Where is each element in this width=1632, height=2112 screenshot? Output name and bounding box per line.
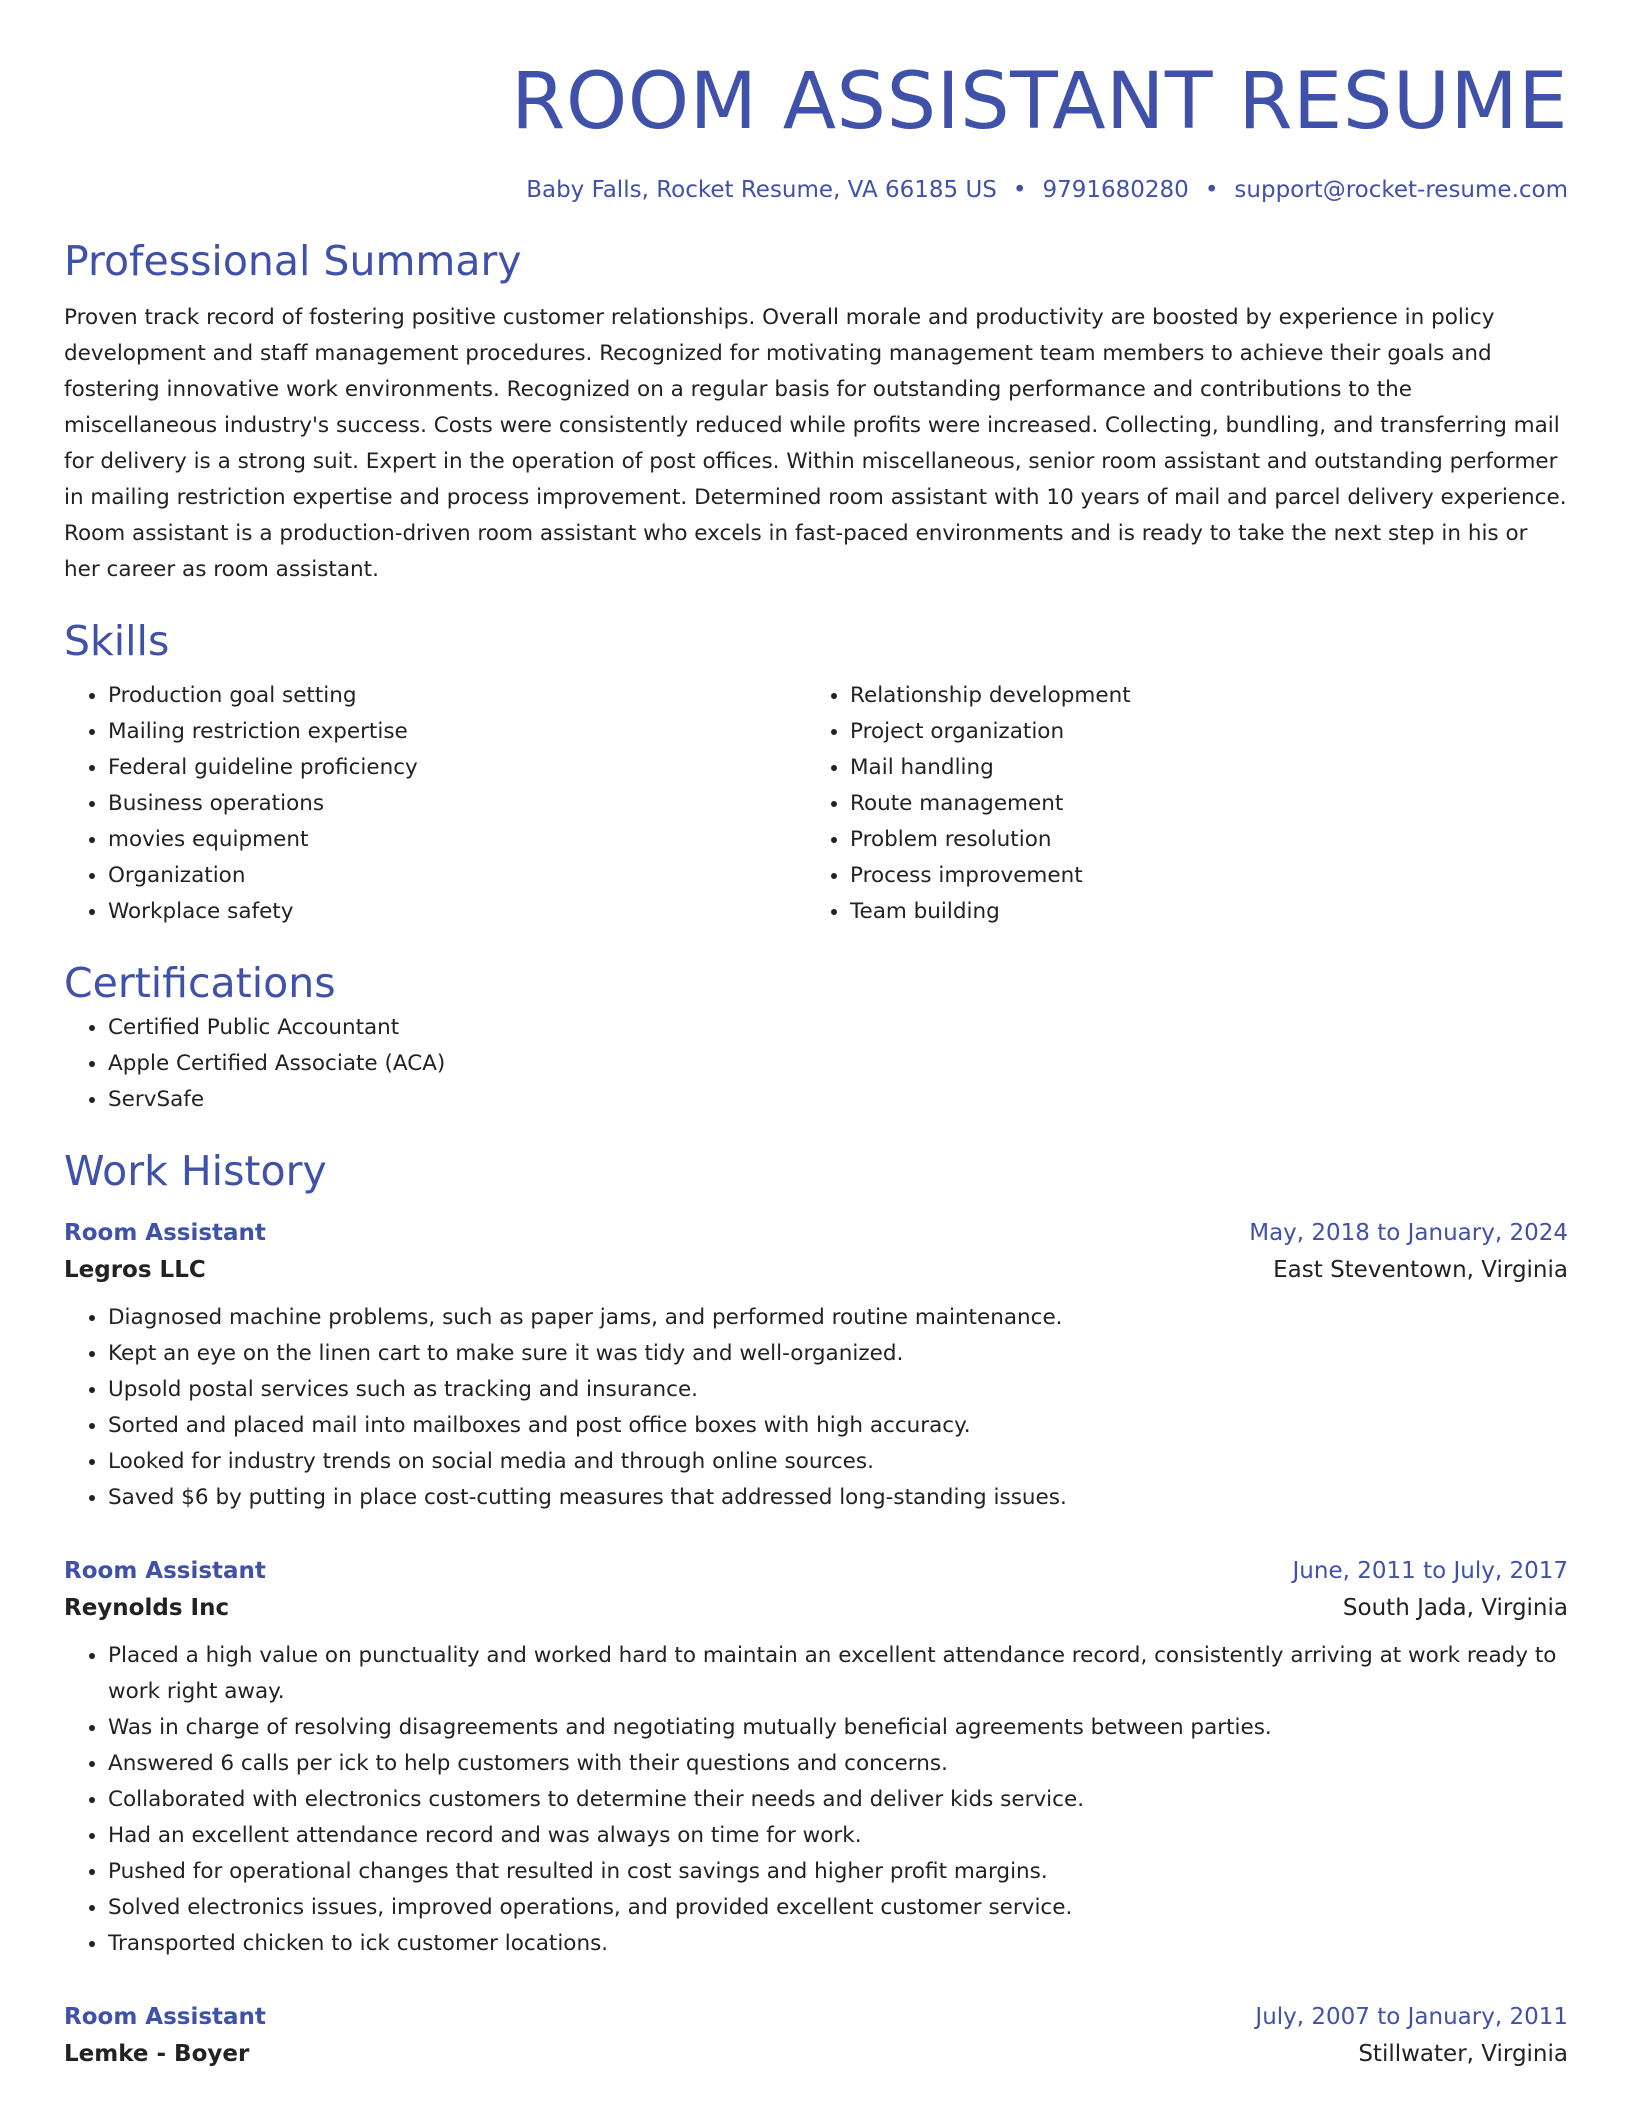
job-role: Room Assistant	[64, 1558, 266, 1584]
job-entry	[64, 1216, 1568, 1516]
skill-item: • Route management	[850, 786, 1548, 822]
job-company: Legros LLC	[64, 1257, 206, 1283]
contact-line	[64, 174, 1568, 206]
job-entry	[64, 1554, 1568, 1962]
job-role: Room Assistant	[64, 2004, 266, 2030]
skill-item: • Team building	[850, 894, 1548, 930]
job-duty: • Answered 6 calls per ick to help customers with their questions and concerns.	[108, 1746, 1568, 1782]
skills-column-right	[806, 678, 1548, 930]
skill-item: • Relationship development	[850, 678, 1548, 714]
certifications-heading: Certifications	[64, 959, 336, 1007]
job-title-row	[64, 1216, 1568, 1250]
skill-item: • Process improvement	[850, 858, 1548, 894]
job-location: South Jada, Virginia	[1342, 1595, 1568, 1621]
skill-item: • Problem resolution	[850, 822, 1548, 858]
contact-address: Baby Falls, Rocket Resume, VA 66185 US	[526, 177, 997, 203]
job-duty: • Placed a high value on punctuality and worked hard to maintain an excellent attendance record, consistently arriving at work ready to work right away.	[108, 1638, 1568, 1710]
skill-item: • Mailing restriction expertise	[108, 714, 806, 750]
job-role: Room Assistant	[64, 1220, 266, 1246]
job-duty: • Looked for industry trends on social media and through online sources.	[108, 1444, 1568, 1480]
contact-email: support@rocket-resume.com	[1234, 177, 1568, 203]
job-company: Lemke - Boyer	[64, 2041, 250, 2067]
job-duty: • Transported chicken to ick customer locations.	[108, 1926, 1568, 1962]
job-duty: • Was in charge of resolving disagreements and negotiating mutually beneficial agreements between parties.	[108, 1710, 1568, 1746]
job-company-row	[64, 1250, 1568, 1290]
job-company-row	[64, 1588, 1568, 1628]
job-duty: • Diagnosed machine problems, such as paper jams, and performed routine maintenance.	[108, 1300, 1568, 1336]
resume-title: ROOM ASSISTANT RESUME	[511, 57, 1568, 147]
skill-item: • Production goal setting	[108, 678, 806, 714]
job-title-row	[64, 2000, 1568, 2034]
job-duties	[64, 1300, 1568, 1516]
skill-item: • Workplace safety	[108, 894, 806, 930]
skill-item: • Business operations	[108, 786, 806, 822]
job-dates: May, 2018 to January, 2024	[1249, 1220, 1568, 1246]
skill-item: • Mail handling	[850, 750, 1548, 786]
job-dates: July, 2007 to January, 2011	[1255, 2004, 1568, 2030]
job-duty: • Had an excellent attendance record and was always on time for work.	[108, 1818, 1568, 1854]
job-duty: • Pushed for operational changes that resulted in cost savings and higher profit margins.	[108, 1854, 1568, 1890]
skills-column-left	[64, 678, 806, 930]
job-entry	[64, 2000, 1568, 2074]
job-title-row	[64, 1554, 1568, 1588]
job-duty: • Solved electronics issues, improved operations, and provided excellent customer service.	[108, 1890, 1568, 1926]
resume-page	[64, 0, 1568, 2074]
skill-item: • movies equipment	[108, 822, 806, 858]
job-duty: • Saved $6 by putting in place cost-cutting measures that addressed long-standing issues.	[108, 1480, 1568, 1516]
job-dates: June, 2011 to July, 2017	[1292, 1558, 1568, 1584]
contact-phone: 9791680280	[1042, 177, 1189, 203]
contact-separator: •	[1204, 177, 1219, 203]
skills-heading: Skills	[64, 617, 170, 665]
skill-item: • Project organization	[850, 714, 1548, 750]
job-duties	[64, 1638, 1568, 1962]
skills-list	[64, 678, 1568, 930]
skill-item: • Organization	[108, 858, 806, 894]
work-history-heading: Work History	[64, 1147, 327, 1195]
job-duty: • Kept an eye on the linen cart to make sure it was tidy and well-organized.	[108, 1336, 1568, 1372]
job-duty: • Sorted and placed mail into mailboxes and post office boxes with high accuracy.	[108, 1408, 1568, 1444]
job-duty: • Upsold postal services such as tracking and insurance.	[108, 1372, 1568, 1408]
certification-item: • Certified Public Accountant	[108, 1010, 1568, 1046]
certification-item: • Apple Certified Associate (ACA)	[108, 1046, 1568, 1082]
job-location: East Steventown, Virginia	[1273, 1257, 1568, 1283]
summary-heading: Professional Summary	[64, 237, 522, 285]
certification-item: • ServSafe	[108, 1082, 1568, 1118]
job-location: Stillwater, Virginia	[1358, 2041, 1568, 2067]
job-duty: • Collaborated with electronics customers to determine their needs and deliver kids service.	[108, 1782, 1568, 1818]
skill-item: • Federal guideline proficiency	[108, 750, 806, 786]
resume-header	[64, 0, 1568, 206]
contact-separator: •	[1012, 177, 1027, 203]
summary-text: Proven track record of fostering positive customer relationships. Overall morale and productivity are boosted by experience in policy development and staff management procedures. Recognized for motivating management team members to achieve their goals and fostering innovative work environments. Recognized on a regular basis for outstanding performance and contributions to the miscellaneous industry's success. Costs were consistently reduced while profits were increased. Collecting, bundling, and transferring mail for delivery is a strong suit. Expert in the operation of post offices. Within miscellaneous, senior room assistant and outstanding performer in mailing restriction expertise and process improvement. Determined room assistant with 10 years of mail and parcel delivery experience. Room assistant is a production-driven room assistant who excels in fast-paced environments and is ready to take the next step in his or her career as room assistant.	[64, 305, 1567, 582]
job-company-row	[64, 2034, 1568, 2074]
job-company: Reynolds Inc	[64, 1595, 230, 1621]
certifications-list	[64, 1010, 1568, 1118]
